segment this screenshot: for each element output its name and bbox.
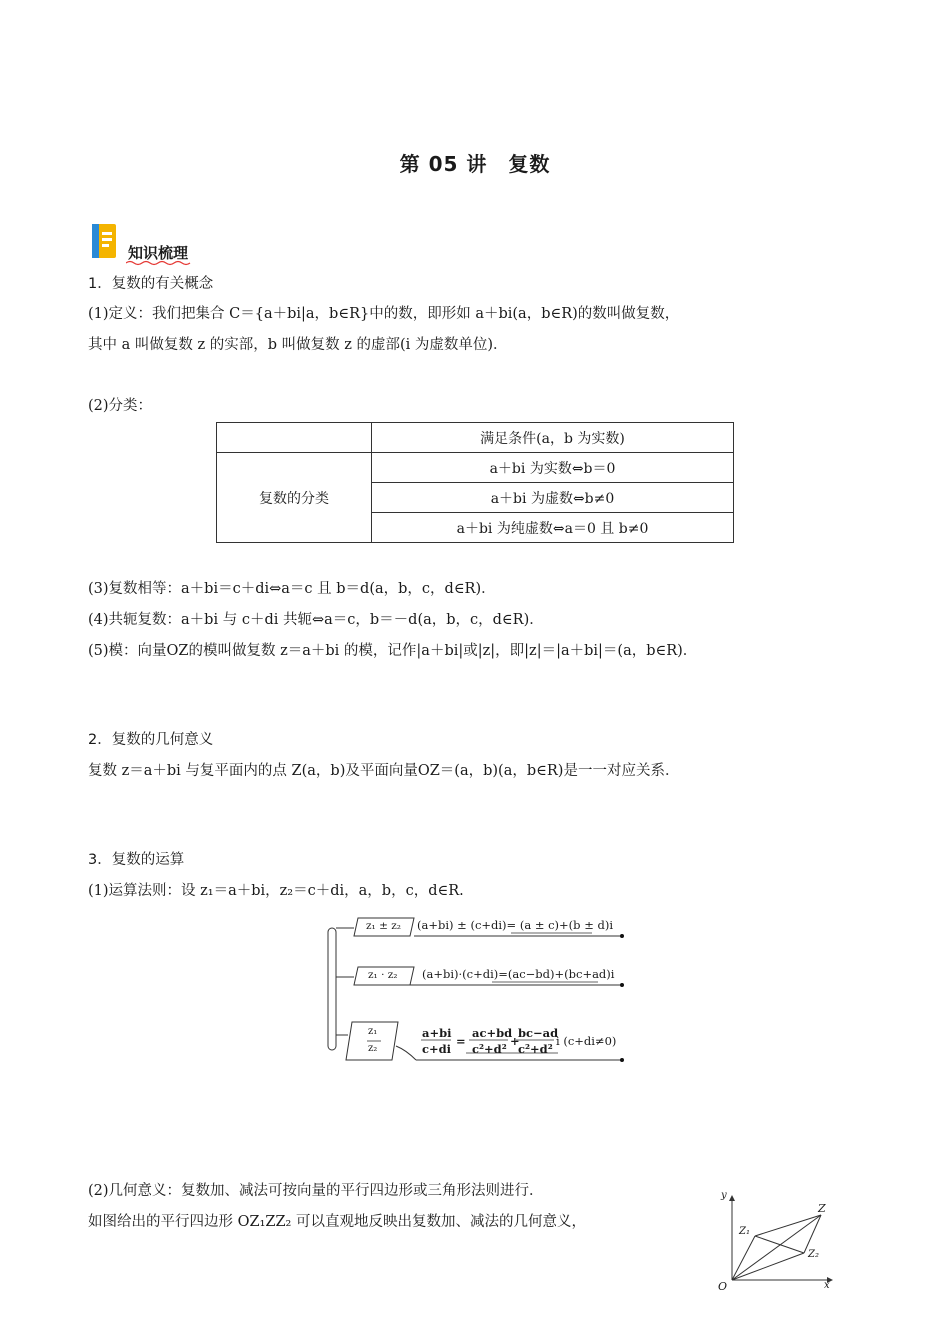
s1-conjugate: (4)共轭复数：a＋bi 与 c＋di 共轭⇔a＝c，b＝－d(a，b，c，d∈R)． — [88, 612, 544, 628]
s1-modulus: (5)模：向量OZ的模叫做复数 z＝a＋bi 的模，记作|a＋bi|或|z|，即|z|＝|a＋bi|＝(a，b∈R)． — [88, 643, 698, 659]
figure-y-axis-label: y — [721, 1190, 727, 1201]
s3-geometric-line1: (2)几何意义：复数加、减法可按向量的平行四边形或三角形法则进行． — [88, 1183, 544, 1199]
figure-point-z2: Z₂ — [808, 1249, 819, 1260]
table-cell-empty — [217, 423, 372, 453]
table-row-label: 复数的分类 — [217, 453, 372, 543]
op-div-equals: = — [456, 1034, 466, 1048]
table-cell: a＋bi 为实数⇔b＝0 — [372, 453, 734, 483]
wavy-underline — [126, 260, 192, 266]
operations-diagram — [326, 910, 636, 1070]
s3-heading: 3．复数的运算 — [88, 852, 185, 868]
figure-point-z1: Z₁ — [739, 1226, 750, 1237]
section-header-label: 知识梳理 — [128, 244, 189, 262]
op-div-box-num: z₁ — [368, 1026, 378, 1037]
op-add-sub-box: z₁ ± z₂ — [366, 920, 401, 932]
table-row — [217, 453, 734, 483]
table-cell: a＋bi 为纯虚数⇔a＝0 且 b≠0 — [372, 513, 734, 543]
op-div-t2-den: c²+d² — [518, 1042, 553, 1056]
op-div-t1-den: c²+d² — [472, 1042, 507, 1056]
op-div-box-den: z₂ — [368, 1043, 378, 1054]
op-mul-box: z₁ · z₂ — [368, 969, 398, 981]
s1-equality: (3)复数相等：a＋bi＝c＋di⇔a＝c 且 b＝d(a，b，c，d∈R)． — [88, 581, 496, 597]
op-div-t2-num: bc−ad — [518, 1026, 559, 1040]
s2-text: 复数 z＝a＋bi 与复平面内的点 Z(a，b)及平面向量OZ＝(a，b)(a，b∈R)是一一对应关系． — [88, 763, 680, 779]
s1-definition-line2: 其中 a 叫做复数 z 的实部，b 叫做复数 z 的虚部(i 为虚数单位)． — [88, 337, 508, 353]
op-div-lhs-num: a+bi — [422, 1026, 452, 1040]
s1-definition-line1: (1)定义：我们把集合 C＝{a＋bi|a，b∈R}中的数，即形如 a＋bi(a，b∈R)的数叫做复数， — [88, 306, 680, 322]
s1-heading: 1．复数的有关概念 — [88, 276, 214, 292]
table-row — [217, 423, 734, 453]
s3-rule: (1)运算法则：设 z₁＝a＋bi，z₂＝c＋di，a，b，c，d∈R. — [88, 883, 464, 899]
figure-point-z: Z — [818, 1202, 826, 1215]
s3-geometric-line2: 如图给出的平行四边形 OZ₁ZZ₂ 可以直观地反映出复数加、减法的几何意义， — [88, 1214, 586, 1230]
op-mul-formula: (a+bi)·(c+di)=(ac−bd)+(bc+ad)i — [422, 967, 615, 981]
classification-table — [216, 422, 734, 543]
op-add-sub-formula: (a+bi) ± (c+di)= (a ± c)+(b ± d)i — [417, 918, 614, 932]
op-div-tail: i (c+di≠0) — [556, 1034, 617, 1048]
notebook-icon — [90, 222, 120, 262]
s1-classification-label: (2)分类： — [88, 398, 153, 414]
table-cell: a＋bi 为虚数⇔b≠0 — [372, 483, 734, 513]
figure-origin-label: O — [718, 1280, 728, 1293]
parallelogram-figure — [708, 1188, 838, 1298]
op-div-t1-num: ac+bd — [472, 1026, 513, 1040]
table-header-cell: 满足条件(a，b 为实数) — [372, 423, 734, 453]
op-div-lhs-den: c+di — [422, 1042, 452, 1056]
op-div-plus: + — [510, 1034, 520, 1048]
figure-x-axis-label: x — [824, 1280, 830, 1291]
s2-heading: 2．复数的几何意义 — [88, 732, 214, 748]
page-title: 第 05 讲 复数 — [399, 152, 551, 176]
